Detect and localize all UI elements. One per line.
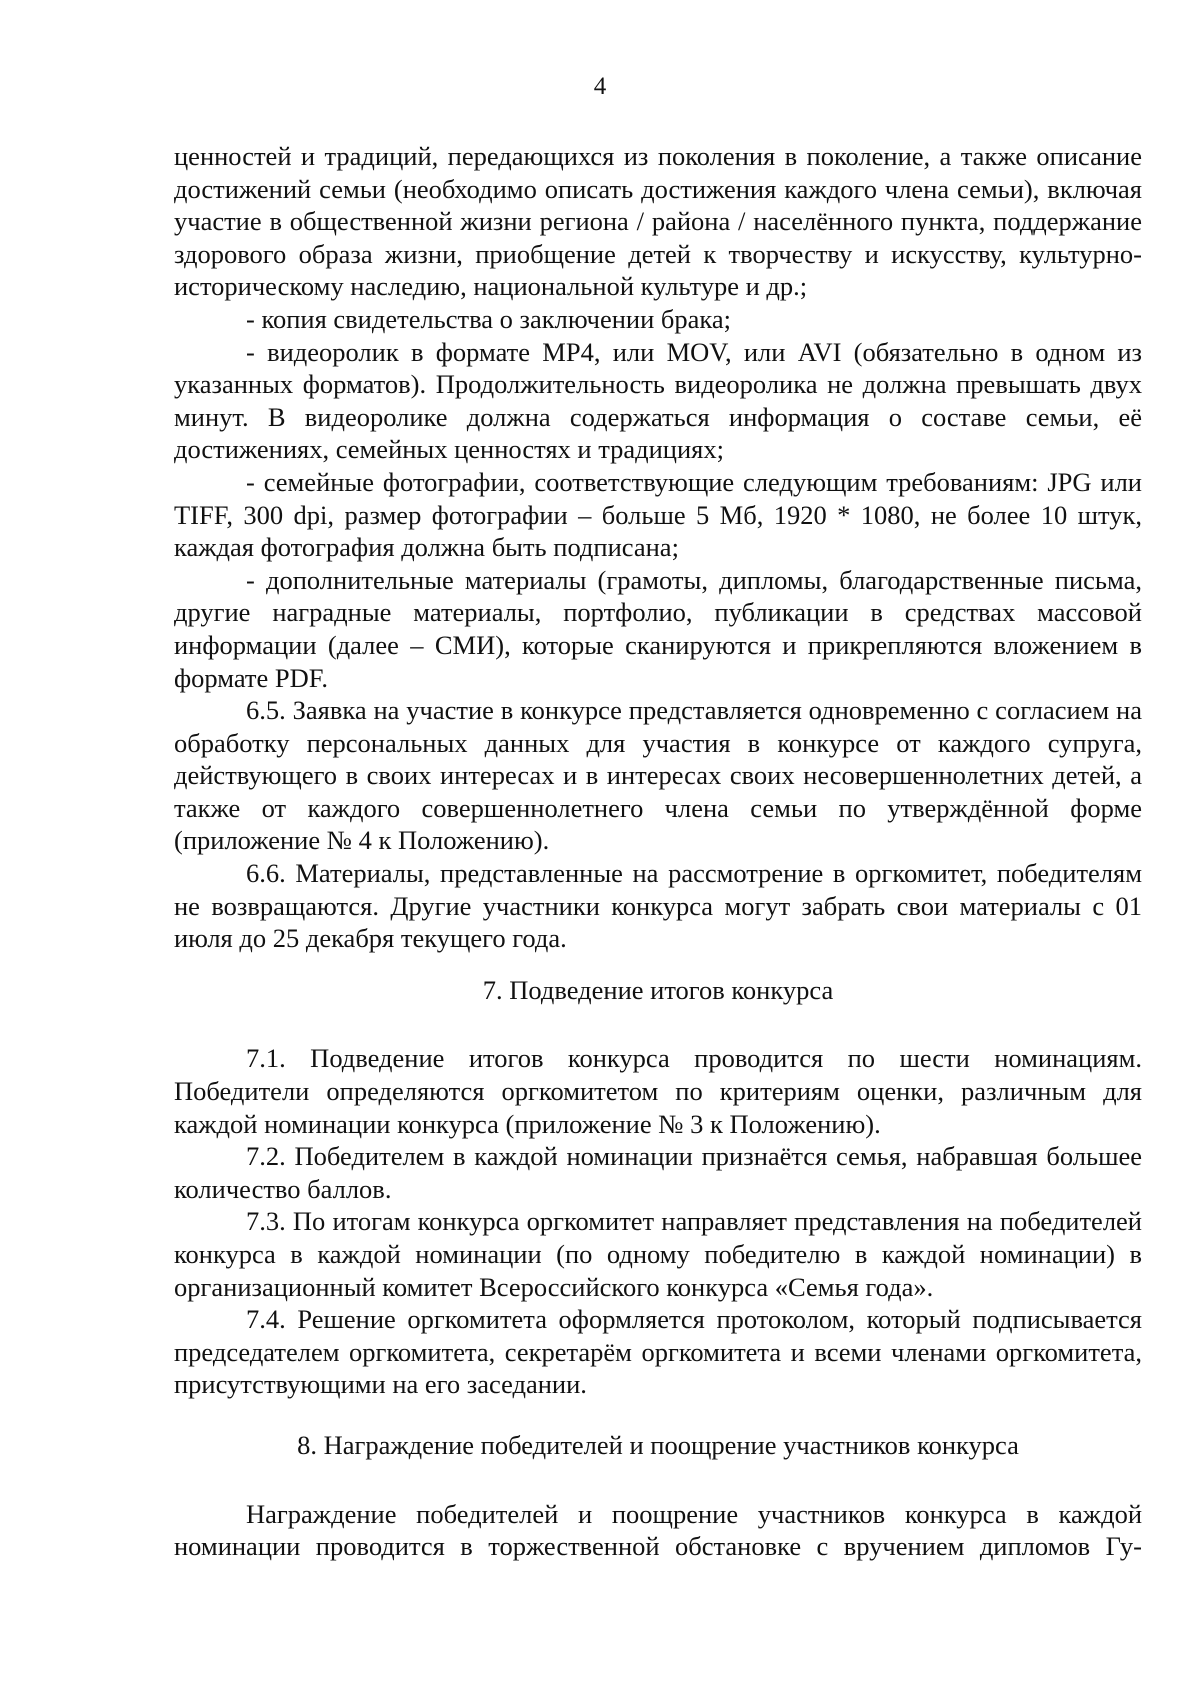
paragraph-video: - видеоролик в формате MP4, или MOV, или AVI (обязательно в одном из указанных форматов). Продолжительность видеоролика не должна превышать двух минут. В видеоролике должна содержаться информация о составе семьи, её достижениях, семейных ценностях и традициях; xyxy=(174,336,1142,465)
paragraph-7-1: 7.1. Подведение итогов конкурса проводится по шести номинациям. Победители определяются оргкомитетом по критериям оценки, различным для каждой номинации конкурса (приложение № 3 к Положению). xyxy=(174,1043,1142,1139)
paragraph-6-5: 6.5. Заявка на участие в конкурсе представляется одновременно с согласием на обработку персональных данных для участия в конкурсе от каждого супруга, действующего в своих интересах и в интересах своих несовершеннолетних детей, а также от каждого совершеннолетнего члена семьи по утверждённой форме (приложение № 4 к Положению). xyxy=(174,695,1142,856)
paragraph-8: Награждение победителей и поощрение участников конкурса в каждой номинации проводится в торжественной обстановке с вручением дипломов Гу- xyxy=(174,1498,1142,1562)
paragraph-7-3: 7.3. По итогам конкурса оргкомитет направляет представления на победителей конкурса в каждой номинации (по одному победителю в каждой номинации) в организационный комитет Всероссийского конкурса «Семья года». xyxy=(174,1206,1142,1302)
paragraph-6-6: 6.6. Материалы, представленные на рассмотрение в оргкомитет, победителям не возвращаются. Другие участники конкурса могут забрать свои материалы с 01 июля до 25 декабря текущего года. xyxy=(174,858,1142,954)
paragraph-additional-materials: - дополнительные материалы (грамоты, дипломы, благодарственные письма, другие наградные материалы, портфолио, публикации в средствах массовой информации (далее – СМИ), которые сканируются и прикрепляются вложением в формате PDF. xyxy=(174,564,1142,693)
section-heading-7: 7. Подведение итогов конкурса xyxy=(482,974,834,1005)
document-body xyxy=(174,140,1142,1563)
paragraph-7-2: 7.2. Победителем в каждой номинации признаётся семья, набравшая большее количество баллов. xyxy=(174,1141,1142,1204)
section-heading-8: 8. Награждение победителей и поощрение участников конкурса xyxy=(297,1429,1019,1460)
paragraph-marriage-certificate: - копия свидетельства о заключении брака; xyxy=(246,303,731,334)
page-number: 4 xyxy=(593,73,607,100)
paragraph-values-continuation: ценностей и традиций, передающихся из поколения в поколение, а также описание достижений семьи (необходимо описать достижения каждого члена семьи), включая участие в общественной жизни региона / района / населённого пункта, поддержание здорового образа жизни, приобщение детей к творчеству и искусству, культурно-историческому наследию, национальной культуре и др.; xyxy=(174,141,1142,302)
paragraph-7-4: 7.4. Решение оргкомитета оформляется протоколом, который подписывается председателем оргкомитета, секретарём оргкомитета и всеми членами оргкомитета, присутствующими на его заседании. xyxy=(174,1304,1142,1400)
paragraph-photos: - семейные фотографии, соответствующие следующим требованиям: JPG или TIFF, 300 dpi, размер фотографии – больше 5 Мб, 1920 * 1080, не более 10 штук, каждая фотография должна быть подписана; xyxy=(174,466,1142,563)
